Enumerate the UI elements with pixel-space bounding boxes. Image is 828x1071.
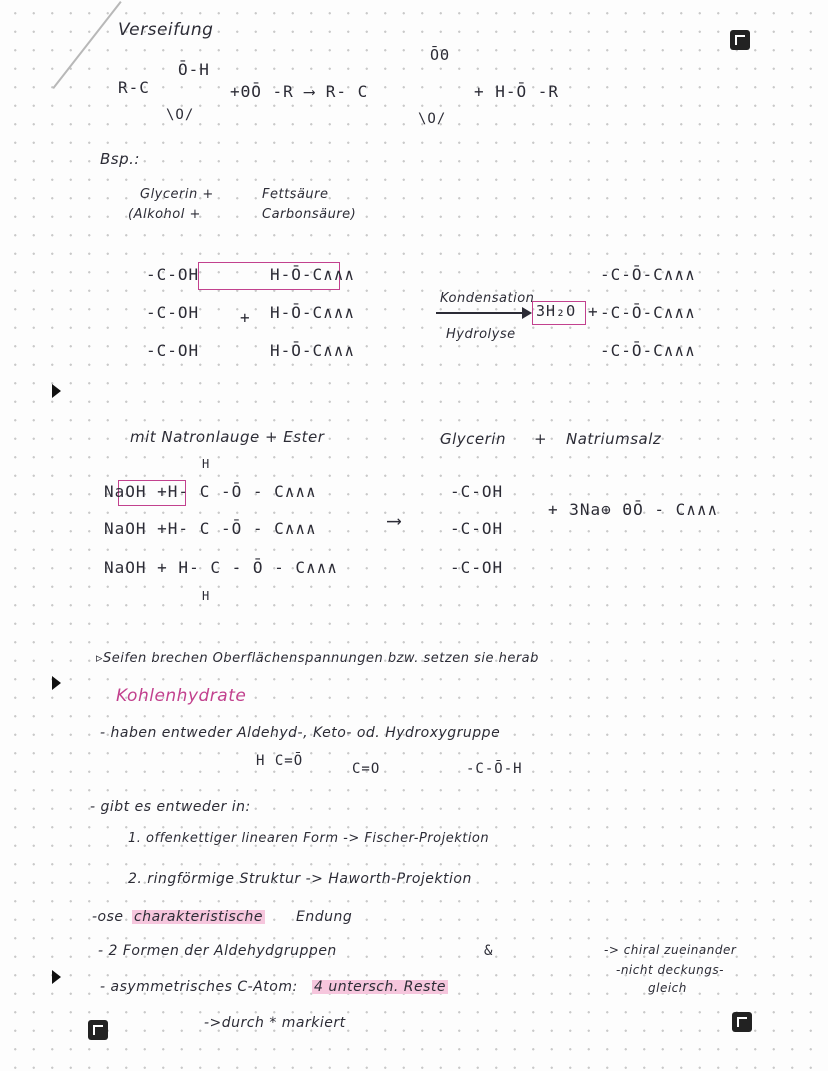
glycerin-row-1: -C-OH [146, 265, 200, 284]
section-title-verseifung: Verseifung [118, 20, 214, 40]
kh-line-6-note-1: -> chiral zueinander [604, 943, 737, 957]
ester-row-1: -C-Ō-C∧∧∧ [600, 265, 696, 284]
corner-icon [732, 1012, 752, 1032]
sapon-h-top: H [202, 457, 211, 471]
margin-bullet-arrow [52, 384, 61, 398]
kh-line-6-note-3: gleich [648, 981, 687, 995]
kh-group-keto: C=O [352, 761, 381, 777]
fettsaeure-label: Fettsäure [262, 187, 329, 202]
section-title-kohlenhydrate: Kohlenhydrate [116, 686, 247, 706]
glycerin-row-3: -C-OH [146, 341, 200, 360]
carbonsaeure-label: Carbonsäure) [262, 207, 357, 222]
product-glycerin: Glycerin [440, 430, 506, 448]
sapon-arrow: ⟶ [388, 508, 402, 532]
product-natriumsalz: Natriumsalz [566, 430, 662, 448]
acid-row-1: H-Ō-C∧∧∧ [270, 265, 356, 284]
kh-line-5b: charakteristische [134, 909, 263, 925]
equation-top: ŌΘ [430, 46, 451, 64]
kh-line-6: - 2 Formen der Aldehydgruppen [98, 943, 337, 959]
sapon-row-1: NaOH +H- C -Ō - C∧∧∧ [104, 482, 317, 501]
product-glycerin-row-2: -C-OH [450, 519, 504, 538]
reaction-arrow-label-bottom: Hydrolyse [446, 327, 516, 342]
equation-mid: +ΘŌ -R ⟶ R- C [230, 82, 369, 101]
example-label: Bsp.: [100, 150, 140, 168]
reaction-arrow [436, 312, 526, 314]
sapon-row-3: NaOH + H- C - Ō - C∧∧∧ [104, 558, 338, 577]
kh-group-hydroxy: -C-Ō-H [466, 761, 523, 777]
reaction-arrow-label-top: Kondensation [440, 291, 535, 306]
kh-line-3: 1. offenkettiger linearen Form -> Fischer-Projektion [128, 831, 490, 846]
kh-line-6-amp: & [484, 943, 494, 959]
kh-line-5a: -ose [92, 909, 124, 925]
glycerin-row-2: -C-OH [146, 303, 200, 322]
product-glycerin-row-3: -C-OH [450, 558, 504, 577]
equation-o1: \O/ [166, 107, 195, 123]
sapon-h-bottom: H [202, 589, 211, 603]
saponification-title: mit Natronlauge + Ester [130, 428, 325, 446]
kh-line-7a: - asymmetrisches C-Atom: [100, 979, 298, 995]
reaction-arrow-head [522, 307, 532, 319]
corner-icon [88, 1020, 108, 1040]
kh-line-1: - haben entweder Aldehyd-, Keto- od. Hydroxygruppe [100, 725, 501, 741]
sapon-row-2: NaOH +H- C -Ō - C∧∧∧ [104, 519, 317, 538]
margin-bullet-arrow [52, 676, 61, 690]
equation-oh: Ō-H [178, 60, 210, 79]
kh-line-2: - gibt es entweder in: [90, 799, 251, 815]
equation-r1: R-C [118, 78, 150, 97]
kh-line-4: 2. ringförmige Struktur -> Haworth-Projektion [128, 871, 472, 887]
product-salt: + 3Na⊕ ΘŌ - C∧∧∧ [548, 500, 719, 519]
ester-row-3: -C-Ō-C∧∧∧ [600, 341, 696, 360]
kh-line-8: ->durch * markiert [204, 1015, 346, 1031]
product-plus: + [534, 430, 548, 448]
alkohol-label: (Alkohol + [128, 207, 201, 222]
plus-sign: + [240, 308, 251, 327]
margin-bullet-arrow [52, 970, 61, 984]
kh-group-aldehyde: H C=Ō [256, 753, 304, 769]
kh-line-6-note-2: -nicht deckungs- [616, 963, 724, 977]
equation-o2: \O/ [418, 111, 447, 127]
ester-row-2: -C-Ō-C∧∧∧ [600, 303, 696, 322]
kh-line-7b: 4 untersch. Reste [314, 979, 446, 995]
equation-end: + H-Ō -R [474, 82, 560, 101]
glycerin-label: Glycerin + [140, 187, 214, 202]
kh-line-5c: Endung [296, 909, 353, 925]
ester-plus: + [588, 302, 599, 321]
water-label: 3H₂O [536, 302, 577, 320]
page-edge-line [52, 1, 121, 89]
acid-row-3: H-Ō-C∧∧∧ [270, 341, 356, 360]
soap-note: ▹Seifen brechen Oberflächenspannungen bzw. setzen sie herab [96, 651, 539, 666]
acid-row-2: H-Ō-C∧∧∧ [270, 303, 356, 322]
product-glycerin-row-1: -C-OH [450, 482, 504, 501]
corner-icon [730, 30, 750, 50]
